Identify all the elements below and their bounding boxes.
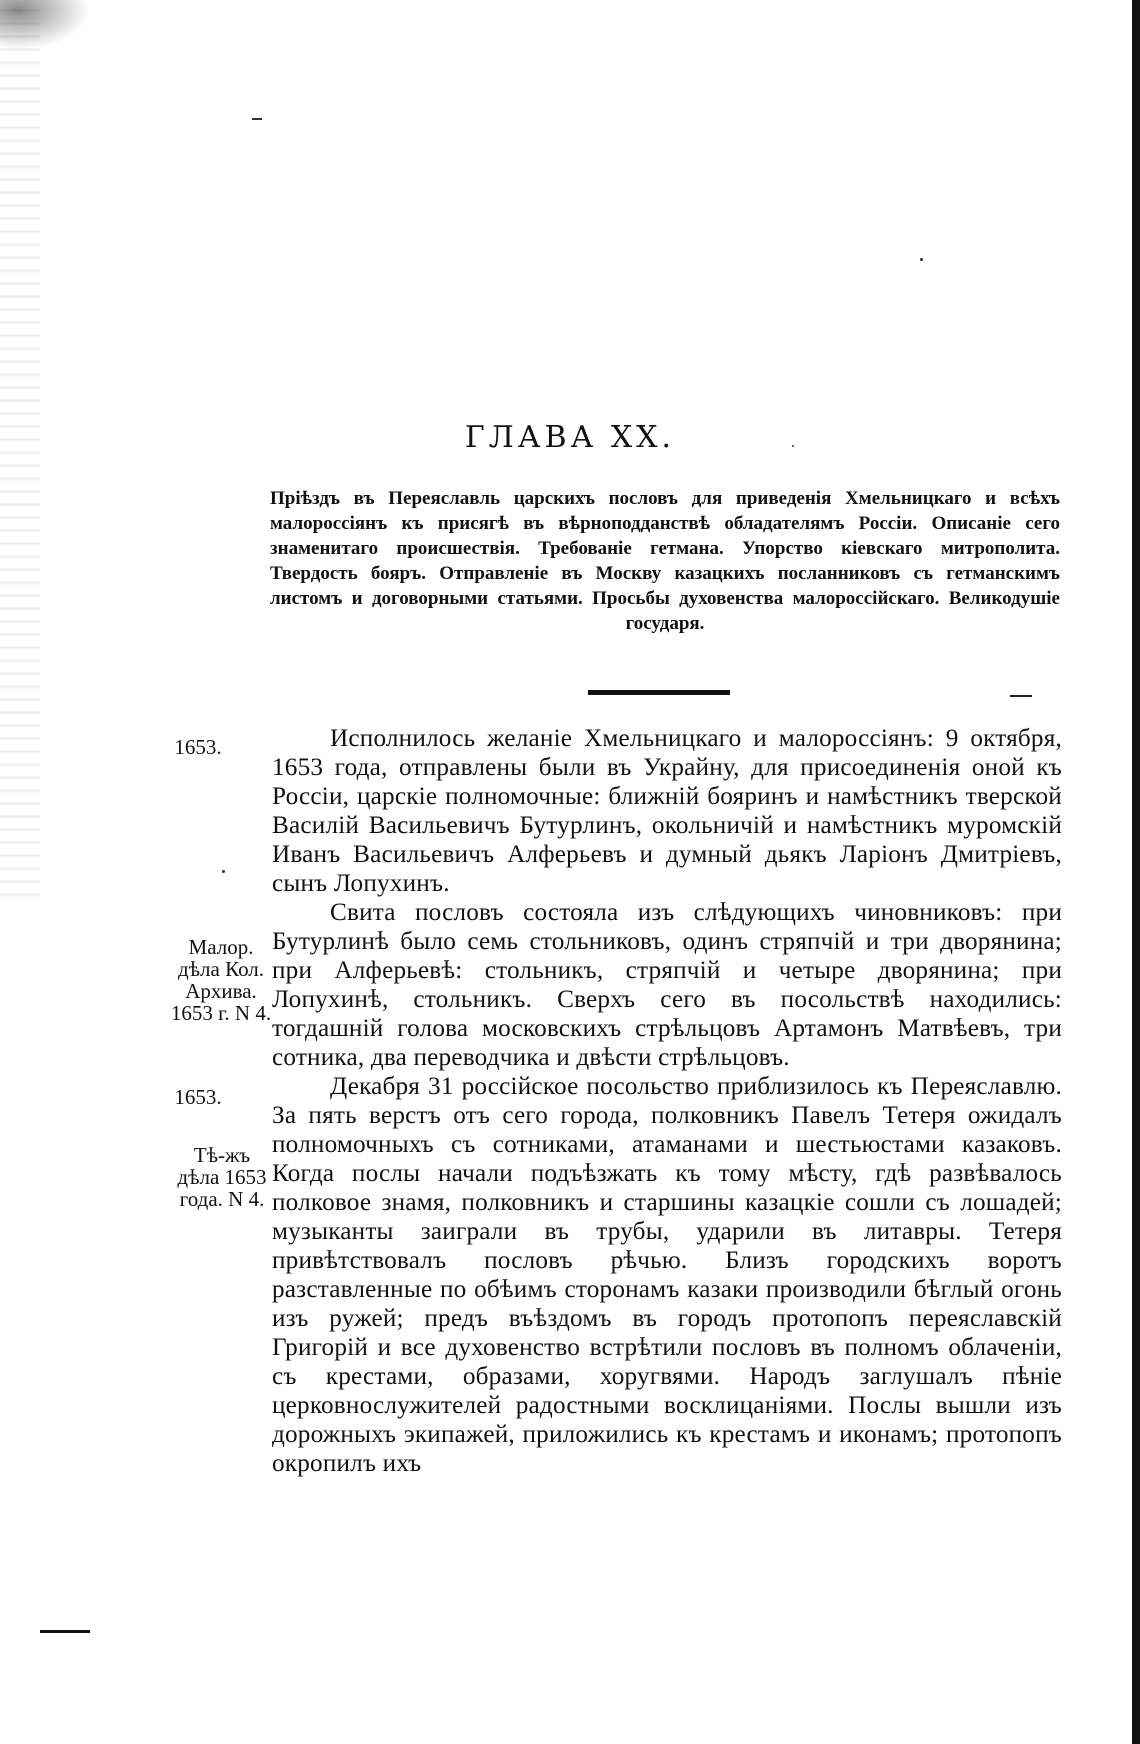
paragraph: Свита пословъ состояла изъ слѣдующихъ чиновниковъ: при Бутурлинѣ было семь стольниковъ, одинъ стряпчій и три дворянина; при Алферьевѣ: стольникъ, стряпчій и четыре дворянина; при Лопухинѣ, стольникъ. Сверхъ сего въ посольствѣ находились: тогдашній голова московскихъ стрѣльцовъ Артамонъ Матвѣевъ, три сотника, два переводчика и двѣсти стрѣльцовъ.: [272, 899, 1062, 1071]
margin-note-year: 1653.: [174, 735, 222, 759]
scan-speck: [252, 118, 262, 120]
scan-speck: [920, 258, 923, 261]
chapter-summary: Пріѣздъ въ Переяславль царскихъ пословъ для приведенія Хмельницкаго и всѣхъ малороссіянъ къ присягѣ въ вѣрноподданствѣ обладателямъ Россіи. Описаніе сего знаменитаго происшествія. Требованіе гетмана. Упорство кіевскаго митрополита. Твердость бояръ. Отправленіе въ Москву казацкихъ посланниковъ съ гетманскимъ листомъ и договорными статьями. Просьбы духовенства малороссійскаго. Великодушіе государя.: [270, 488, 1060, 634]
scan-speck: [222, 870, 225, 873]
margin-note-year: 1653.: [174, 1085, 222, 1109]
scan-right-edge: [1132, 0, 1140, 1744]
section-divider: [588, 690, 730, 695]
scan-mark: [40, 1630, 90, 1633]
scan-mark: [1010, 695, 1032, 697]
paragraph: Исполнилось желаніе Хмельницкаго и малороссіянъ: 9 октября, 1653 года, отправлены были въ Украйну, для присоединенія оной къ Россіи, царскіе полномочные: ближній бояринъ и намѣстникъ тверской Василій Васильевичъ Бутурлинъ, окольничій и намѣстникъ муромскій Иванъ Васильевичъ Алферьевъ и думный дьякъ Ларіонъ Дмитріевъ, сынъ Лопухинъ.: [272, 725, 1062, 897]
chapter-title: ГЛАВА XX.: [464, 420, 676, 455]
margin-note-source: Малор. дѣла Кол. Архива. 1653 г. N 4.: [170, 935, 272, 1025]
chapter-body: [272, 724, 1062, 1478]
margin-note-source: Тѣ-жъ дѣла 1653 года. N 4.: [177, 1143, 267, 1211]
paragraph: Декабря 31 россійское посольство приблизилось къ Переяславлю. За пять верстъ отъ сего города, полковникъ Павелъ Тетеря ожидалъ полномочныхъ съ сотниками, атаманами и шестьюстами казаковъ. Когда послы начали подъѣзжать къ тому мѣсту, гдѣ развѣвалось полковое знамя, полковникъ и старшины казацкіе сошли съ лошадей; музыканты заиграли въ трубы, ударили въ литавры. Тетеря привѣтствовалъ пословъ рѣчью. Близъ городскихъ воротъ разставленные по обѣимъ сторонамъ казаки производили бѣглый огонь изъ ружей; предъ въѣздомъ въ городъ протопопъ переяславскій Григорій и все духовенство встрѣтили пословъ въ полномъ облаченіи, съ крестами, образами, хоругвями. Народъ заглушалъ пѣніе церковнослужителей радостными восклицаніями. Послы вышли изъ дорожныхъ экипажей, приложились къ крестамъ и иконамъ; протопопъ окропилъ ихъ: [272, 1073, 1062, 1477]
